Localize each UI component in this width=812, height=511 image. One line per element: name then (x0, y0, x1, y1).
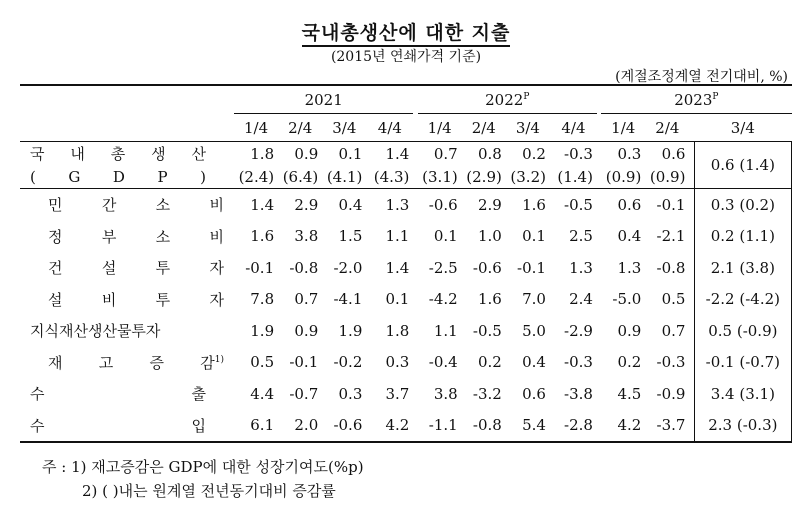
cell-value: 0.9 (617, 321, 642, 340)
label-char: 비 (209, 227, 224, 246)
cell-value: -4.1 (333, 290, 363, 309)
cell-value: 0.4 (617, 227, 642, 246)
cell-value: 5.4 (506, 410, 550, 443)
quarter-header: 3/4 (515, 118, 540, 137)
cell-yoy: (-0.7) (739, 353, 781, 372)
unit-note: (계절조정계열 전기대비, %) (615, 69, 788, 85)
quarter-header: 4/4 (377, 118, 402, 137)
cell-value: 0.3 (338, 384, 363, 403)
cell-yoy: (0.2) (739, 195, 775, 214)
cell-value: 2.9 (462, 189, 506, 221)
quarter-header: 3/4 (730, 118, 755, 137)
cell-value: -0.1 (645, 189, 689, 221)
quarter-header: 1/4 (611, 118, 636, 137)
cell-yoy: (3.1) (739, 384, 775, 403)
table-row (20, 410, 792, 443)
label-char: 감$^{1)}$ (200, 353, 224, 372)
cell-value: -2.1 (656, 227, 686, 246)
cell-value: 0.1 (522, 227, 546, 246)
cell-value: -0.3 (564, 353, 593, 372)
cell-value: 4.2 (366, 410, 413, 443)
label-char: 생 (151, 145, 166, 163)
cell-value: 1.1 (433, 321, 458, 340)
quarter-header: 2/4 (471, 118, 496, 137)
cell-yoy: (-0.9) (736, 321, 778, 340)
cell-yoy: (1.4) (739, 156, 775, 174)
cell-value: 3.4 (710, 384, 735, 403)
cell-value: -0.7 (289, 384, 319, 403)
preliminary-mark: P (523, 91, 530, 102)
highlight-latest (694, 284, 791, 316)
cell-value: -2.5 (428, 258, 458, 277)
label-char: 자 (209, 290, 224, 309)
label-char: 간 (101, 196, 117, 215)
cell-yoy: (6.4) (282, 167, 319, 186)
cell-value: 0.7 (294, 290, 319, 309)
cell-value: 1.4 (385, 258, 410, 277)
row-label (20, 221, 234, 253)
gdp-expenditure-table (20, 84, 792, 443)
cell-value: 0.3 (601, 142, 645, 166)
highlight-latest (694, 315, 791, 347)
table-subtitle: (2015년 연쇄가격 기준) (330, 49, 482, 65)
cell-value: 1.3 (366, 189, 413, 221)
cell-value: -0.1 (705, 353, 735, 372)
cell-value: -0.5 (550, 189, 597, 221)
cell-yoy: (2.4) (238, 167, 275, 186)
quarter-header: 2/4 (288, 118, 313, 137)
highlight-latest (694, 221, 791, 253)
table-row (20, 189, 792, 221)
cell-value: 0.5 (661, 290, 686, 309)
label-char: 설 (48, 290, 63, 309)
row-label-text (30, 415, 206, 436)
cell-value: 3.7 (385, 384, 410, 403)
cell-value: 4.5 (617, 384, 642, 403)
row-label (20, 189, 234, 221)
label-char: 민 (48, 196, 63, 215)
label-char: 소 (155, 196, 171, 215)
label-char: 출 (191, 385, 206, 404)
label-char: 재 (48, 353, 63, 372)
cell-value: -1.1 (418, 410, 462, 443)
cell-value: 0.4 (522, 353, 546, 372)
cell-value: 0.3 (385, 353, 410, 372)
label-char: 자 (209, 259, 224, 278)
cell-value: 1.4 (234, 189, 278, 221)
label-char: 정 (48, 227, 63, 246)
cell-yoy: (-4.2) (739, 290, 781, 309)
cell-value: 0.8 (462, 142, 506, 166)
cell-value: 5.0 (522, 321, 546, 340)
cell-value: -0.1 (245, 258, 275, 277)
cell-value: -3.2 (472, 384, 502, 403)
row-label (20, 347, 234, 379)
row-label-text (30, 383, 206, 404)
year-header (234, 85, 413, 114)
cell-value: 0.6 (522, 384, 546, 403)
cell-yoy: (3.1) (422, 167, 458, 186)
label-char: 설 (101, 259, 117, 278)
cell-value: -0.8 (462, 410, 506, 443)
cell-yoy: (3.8) (739, 258, 775, 277)
cell-value: 0.1 (385, 290, 410, 309)
cell-value: 7.0 (522, 290, 546, 309)
table-row (20, 347, 792, 379)
cell-value: 1.4 (366, 142, 413, 166)
row-label-text (30, 257, 234, 278)
cell-value: 1.0 (477, 227, 502, 246)
cell-yoy: (4.1) (326, 167, 363, 186)
preliminary-mark: P (712, 91, 719, 102)
quarter-header-row (20, 114, 792, 142)
cell-yoy: (1.4) (557, 167, 593, 186)
label-char: 산 (191, 145, 206, 163)
cell-value: -0.1 (289, 353, 319, 372)
label-char: 부 (101, 227, 117, 246)
highlight-latest (694, 252, 791, 284)
footnote-2: 2) ( )내는 원계열 전년동기대비 증감률 (82, 482, 336, 500)
label-char: 수 (30, 416, 45, 435)
label-char: 국 (30, 145, 45, 163)
label-char: 비 (209, 196, 224, 215)
cell-value: -0.6 (472, 258, 502, 277)
label-char: D (112, 167, 125, 186)
cell-value: -0.6 (418, 189, 462, 221)
cell-value: 2.3 (708, 416, 733, 435)
cell-yoy: (-0.3) (736, 416, 778, 435)
footnote-1: 주 : 1) 재고증감은 GDP에 대한 성장기여도(%p) (42, 458, 364, 476)
cell-value: 0.5 (250, 353, 275, 372)
cell-value: -3.7 (645, 410, 689, 443)
gdp-row (20, 142, 792, 166)
highlight-latest (694, 142, 791, 189)
cell-value: 1.8 (234, 142, 278, 166)
cell-yoy: (0.9) (649, 167, 686, 186)
cell-value: 1.1 (385, 227, 410, 246)
highlight-latest (694, 378, 791, 410)
table-row (20, 252, 792, 284)
cell-value: -0.4 (428, 353, 458, 372)
label-char: 수 (30, 385, 45, 404)
cell-value: -0.6 (322, 410, 366, 443)
cell-yoy: (4.3) (373, 167, 410, 186)
cell-value: 2.4 (569, 290, 593, 309)
label-char: 건 (48, 259, 63, 278)
label-char: 입 (191, 416, 206, 435)
cell-value: -0.1 (517, 258, 546, 277)
cell-value: 0.3 (710, 195, 735, 214)
row-label (20, 378, 234, 410)
cell-value: 0.1 (322, 142, 366, 166)
cell-value: -4.2 (428, 290, 458, 309)
cell-yoy: (3.2) (510, 167, 546, 186)
label-char: ( (30, 167, 36, 186)
cell-value: 3.8 (294, 227, 319, 246)
cell-value: 2.1 (710, 258, 735, 277)
cell-yoy: (0.9) (605, 167, 642, 186)
cell-value: 0.9 (294, 321, 319, 340)
gdp-yoy-row (20, 165, 792, 189)
cell-value: 0.5 (708, 321, 733, 340)
row-label (20, 142, 234, 166)
quarter-header: 2/4 (655, 118, 680, 137)
cell-value: 4.4 (250, 384, 275, 403)
cell-value: 0.9 (278, 142, 322, 166)
cell-value: 2.0 (278, 410, 322, 443)
cell-value: 4.2 (601, 410, 645, 443)
cell-value: 1.8 (385, 321, 410, 340)
cell-yoy: (1.1) (739, 227, 775, 246)
cell-value: -2.0 (333, 258, 363, 277)
row-label-text (30, 352, 224, 373)
cell-value: 0.2 (710, 227, 735, 246)
cell-value: -2.2 (705, 290, 735, 309)
year-label: 2022 (485, 90, 524, 109)
cell-value: 1.6 (506, 189, 550, 221)
cell-value: -0.8 (289, 258, 319, 277)
cell-value: 0.4 (322, 189, 366, 221)
header-corner (20, 85, 234, 114)
cell-value: -0.9 (656, 384, 686, 403)
quarter-header: 1/4 (427, 118, 452, 137)
cell-yoy: (2.9) (466, 167, 502, 186)
cell-value: -0.3 (550, 142, 597, 166)
cell-value: 3.8 (433, 384, 458, 403)
highlight-latest (694, 410, 791, 443)
cell-value: -0.3 (656, 353, 686, 372)
highlight-latest (694, 347, 791, 379)
label-char: G (68, 167, 81, 186)
row-label-text (30, 226, 234, 247)
table-row (20, 221, 792, 253)
row-label (20, 252, 234, 284)
cell-value: 1.9 (338, 321, 363, 340)
header-corner (20, 114, 234, 142)
cell-value: 0.6 (710, 156, 735, 174)
row-label (20, 284, 234, 316)
label-char: 투 (155, 290, 171, 309)
cell-value: -0.5 (472, 321, 502, 340)
cell-value: 6.1 (234, 410, 278, 443)
cell-value: -2.8 (550, 410, 597, 443)
row-label-text (30, 168, 206, 186)
cell-value: 1.5 (338, 227, 363, 246)
quarter-header: 3/4 (332, 118, 357, 137)
table-row (20, 378, 792, 410)
cell-value: 0.2 (506, 142, 550, 166)
label-char: P (157, 167, 168, 186)
row-label (20, 315, 234, 347)
cell-value: 2.9 (278, 189, 322, 221)
label-char: 내 (70, 145, 85, 163)
label-char: 고 (98, 353, 114, 372)
quarter-header: 4/4 (561, 118, 586, 137)
year-label: 2021 (304, 90, 343, 109)
row-label-text (30, 143, 206, 164)
row-label-text (30, 194, 234, 215)
cell-value: 1.6 (250, 227, 275, 246)
label-char: 증 (149, 353, 164, 372)
cell-value: 0.6 (601, 189, 645, 221)
cell-value: -3.8 (564, 384, 593, 403)
cell-value: 0.1 (433, 227, 458, 246)
cell-value: 0.6 (645, 142, 689, 166)
year-header (418, 85, 597, 114)
cell-value: 0.7 (418, 142, 462, 166)
row-label-text (30, 289, 234, 310)
cell-value: 1.6 (477, 290, 502, 309)
cell-value: -0.2 (333, 353, 363, 372)
quarter-header: 1/4 (243, 118, 269, 137)
year-label: 2023 (674, 90, 713, 109)
row-label (20, 410, 234, 443)
cell-value: -5.0 (612, 290, 642, 309)
table-row (20, 284, 792, 316)
highlight-latest (694, 189, 791, 221)
cell-value: -0.8 (656, 258, 686, 277)
cell-value: 0.7 (661, 321, 686, 340)
cell-value: 2.5 (569, 227, 593, 246)
cell-value: 1.3 (569, 258, 593, 277)
footnote-mark: 1) (214, 354, 224, 365)
cell-value: 1.3 (617, 258, 642, 277)
label-char: 투 (155, 259, 171, 278)
cell-value: 1.9 (250, 321, 275, 340)
label-char: 비 (101, 290, 117, 309)
footnotes (42, 455, 364, 503)
label-char: 지식재산생산물투자 (30, 322, 161, 341)
label-char: 총 (110, 145, 126, 163)
cell-value: 7.8 (250, 290, 275, 309)
row-label (20, 165, 234, 189)
column-gap (689, 165, 694, 189)
table-row (20, 315, 792, 347)
year-header (601, 85, 791, 114)
cell-value: 0.2 (477, 353, 502, 372)
row-label-text (30, 320, 206, 341)
year-header-row (20, 85, 792, 114)
cell-value: -2.9 (564, 321, 593, 340)
cell-value: 0.2 (617, 353, 642, 372)
table-title: 국내총생산에 대한 지출 (0, 18, 812, 45)
label-char: ) (200, 167, 206, 186)
label-char: 소 (155, 227, 171, 246)
